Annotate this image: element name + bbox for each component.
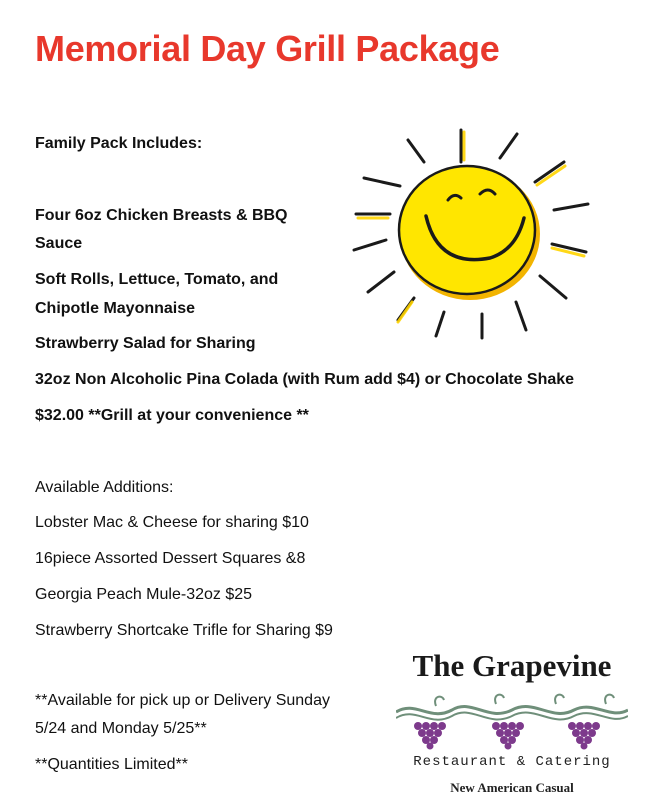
addition-item: Georgia Peach Mule-32oz $25 [35,586,253,603]
family-pack-item: Soft Rolls, Lettuce, Tomato, and [35,271,279,288]
grape-vine-icon [396,692,628,750]
grape-cluster [492,722,524,750]
family-pack-item: Four 6oz Chicken Breasts & BBQ [35,207,288,224]
availability-note: **Available for pick up or Delivery Sunday [35,692,330,709]
logo-name: The Grapevine [412,648,612,683]
family-pack-item: Strawberry Salad for Sharing [35,335,256,352]
family-pack-item: Chipotle Mayonnaise [35,300,196,317]
family-pack-item: 32oz Non Alcoholic Pina Colada (with Rum add $4) or Chocolate Shake [35,371,575,388]
family-pack-item: Sauce [35,235,83,252]
addition-item: 16piece Assorted Dessert Squares &8 [35,550,306,567]
page-title: Memorial Day Grill Package [35,28,500,69]
grape-cluster [568,722,600,750]
family-pack-heading: Family Pack Includes: [35,135,203,152]
sun-face [399,166,535,294]
logo-subtitle: Restaurant & Catering [413,754,611,770]
price-line: $32.00 **Grill at your convenience ** [35,407,309,424]
additions-heading: Available Additions: [35,479,174,496]
grape-cluster [414,722,446,750]
availability-note: 5/24 and Monday 5/25** [35,720,207,737]
logo-tagline: New American Casual [450,780,574,795]
grapevine-logo [392,648,632,800]
quantities-note: **Quantities Limited** [35,756,188,773]
addition-item: Strawberry Shortcake Trifle for Sharing $9 [35,622,333,639]
addition-item: Lobster Mac & Cheese for sharing $10 [35,514,309,531]
sun-icon [340,122,600,342]
